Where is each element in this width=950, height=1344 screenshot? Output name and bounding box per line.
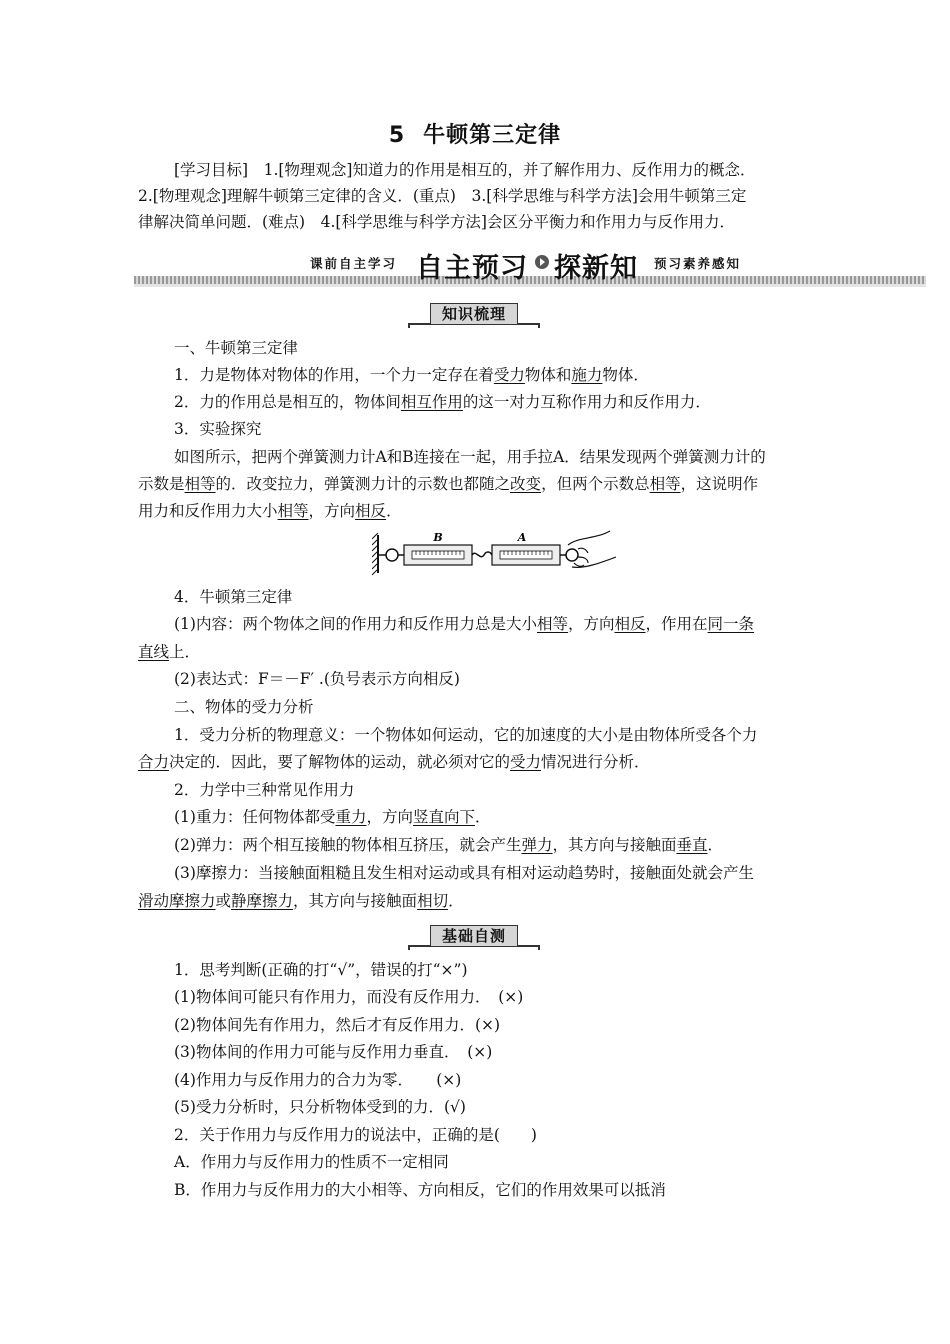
judgement-item-2: (2)物体间先有作用力，然后才有反作用力．(×) (174, 1016, 501, 1034)
section-badge-selftest (408, 925, 540, 949)
blank-answer: 合力 (138, 753, 170, 771)
blank-answer: 重力 (335, 808, 367, 826)
sec1-heading: 一、牛顿第三定律 (174, 339, 299, 357)
blank-answer: 相反 (614, 615, 646, 633)
banner-big-text-1: 自主预习 (416, 253, 528, 284)
sec2-p7: 滑动摩擦力或静摩擦力，其方向与接触面相切． (138, 892, 464, 910)
sec1-p3: 3．实验探究 (174, 420, 262, 438)
title-number: 5 (388, 123, 406, 148)
blank-answer: 施力 (571, 366, 603, 384)
banner-big-text-2: 探新知 (554, 253, 638, 284)
badge-selftest-label: 基础自测 (430, 925, 518, 947)
sec2-p3: 2．力学中三种常见作用力 (174, 781, 355, 799)
blank-answer: 静摩擦力 (231, 892, 294, 910)
section-badge-knowledge (408, 303, 540, 327)
page-title (0, 118, 950, 149)
sec2-p2: 合力决定的．因此，要了解物体的运动，就必须对它的受力情况进行分析． (138, 753, 650, 771)
sec1-p2: 2．力的作用总是相互的，物体间相互作用的这一对力互称作用力和反作用力． (174, 393, 711, 411)
blank-answer: 相等 (536, 615, 568, 633)
badge-knowledge-label: 知识梳理 (430, 303, 518, 325)
blank-answer: 直线 (138, 643, 170, 661)
banner-stripe (134, 276, 926, 284)
blank-answer: 相切 (417, 892, 449, 910)
blank-answer: 垂直 (676, 836, 708, 854)
blank-answer: 受力 (510, 753, 542, 771)
sec1-p7: 4．牛顿第三定律 (174, 588, 293, 606)
option-b: B．作用力与反作用力的大小相等、方向相反，它们的作用效果可以抵消 (174, 1181, 666, 1199)
blank-answer: 相互作用 (400, 393, 463, 411)
blank-answer: 相反 (355, 502, 387, 520)
sec1-p8: (1)内容：两个物体之间的作用力和反作用力总是大小相等，方向相反，作用在同一条 (174, 615, 755, 633)
banner-left-text: 课前自主学习 (310, 256, 398, 271)
sec1-p10: (2)表达式：F＝－F′ .(负号表示方向相反) (174, 670, 460, 688)
title-text: 牛顿第三定律 (423, 123, 562, 148)
sec2-heading: 二、物体的受力分析 (174, 698, 314, 716)
selftest-q1: 1．思考判断(正确的打“√”，错误的打“×”) (174, 961, 468, 979)
blank-answer: 弹力 (521, 836, 553, 854)
selftest-q2: 2．关于作用力与反作用力的说法中，正确的是( ) (174, 1126, 537, 1144)
judgement-item-5: (5)受力分析时，只分析物体受到的力．(√) (174, 1098, 466, 1116)
objectives-line-2: 2.[物理观念]理解牛顿第三定律的含义．(重点) 3.[科学思维与科学方法]会用牛顿第三定 (138, 187, 747, 205)
blank-answer: 滑动摩擦力 (138, 892, 216, 910)
blank-answer: 改变 (510, 475, 542, 493)
sec1-p1: 1．力是物体对物体的作用，一个力一定存在着受力物体和施力物体． (174, 366, 649, 384)
sec1-p6: 用力和反作用力大小相等，方向相反． (138, 502, 402, 520)
sec2-p5: (2)弹力：两个相互接触的物体相互挤压，就会产生弹力，其方向与接触面垂直． (174, 836, 724, 854)
preview-banner (134, 248, 926, 288)
sec2-p6: (3)摩擦力：当接触面粗糙且发生相对运动或具有相对运动趋势时，接触面处就会产生 (174, 864, 754, 882)
blank-answer: 相等 (277, 502, 309, 520)
objectives-line-1: [学习目标] 1.[物理观念]知道力的作用是相互的，并了解作用力、反作用力的概念． (174, 161, 756, 179)
sec2-p4: (1)重力：任何物体都受重力，方向竖直向下． (174, 808, 491, 826)
blank-answer: 竖直向下 (413, 808, 476, 826)
label-b: B (433, 531, 443, 544)
banner-arrow-icon (534, 254, 550, 270)
blank-answer: 同一条 (707, 615, 755, 633)
option-a: A．作用力与反作用力的性质不一定相同 (174, 1153, 449, 1171)
banner-right-text: 预习素养感知 (654, 256, 742, 271)
sec2-p1: 1．受力分析的物理意义：一个物体如何运动，它的加速度的大小是由物体所受各个力 (174, 726, 758, 744)
label-a: A (517, 531, 527, 544)
blank-answer: 受力 (493, 366, 525, 384)
sec1-p5: 示数是相等的．改变拉力，弹簧测力计的示数也都随之改变，但两个示数总相等，这说明作 (138, 475, 759, 493)
sec1-p4: 如图所示，把两个弹簧测力计A和B连接在一起，用手拉A．结果发现两个弹簧测力计的 (174, 448, 766, 466)
objectives-line-3: 律解决简单问题．(难点) 4.[科学思维与科学方法]会区分平衡力和作用力与反作用力． (138, 213, 735, 231)
blank-answer: 相等 (649, 475, 681, 493)
blank-answer: 相等 (184, 475, 216, 493)
judgement-item-4: (4)作用力与反作用力的合力为零． (×) (174, 1071, 462, 1089)
banner-shadow (134, 284, 926, 287)
judgement-item-3: (3)物体间的作用力可能与反作用力垂直． (×) (174, 1043, 493, 1061)
sec1-p9: 直线上． (138, 643, 201, 661)
judgement-item-1: (1)物体间可能只有作用力，而没有反作用力． (×) (174, 988, 524, 1006)
spring-scale-figure (372, 527, 616, 577)
